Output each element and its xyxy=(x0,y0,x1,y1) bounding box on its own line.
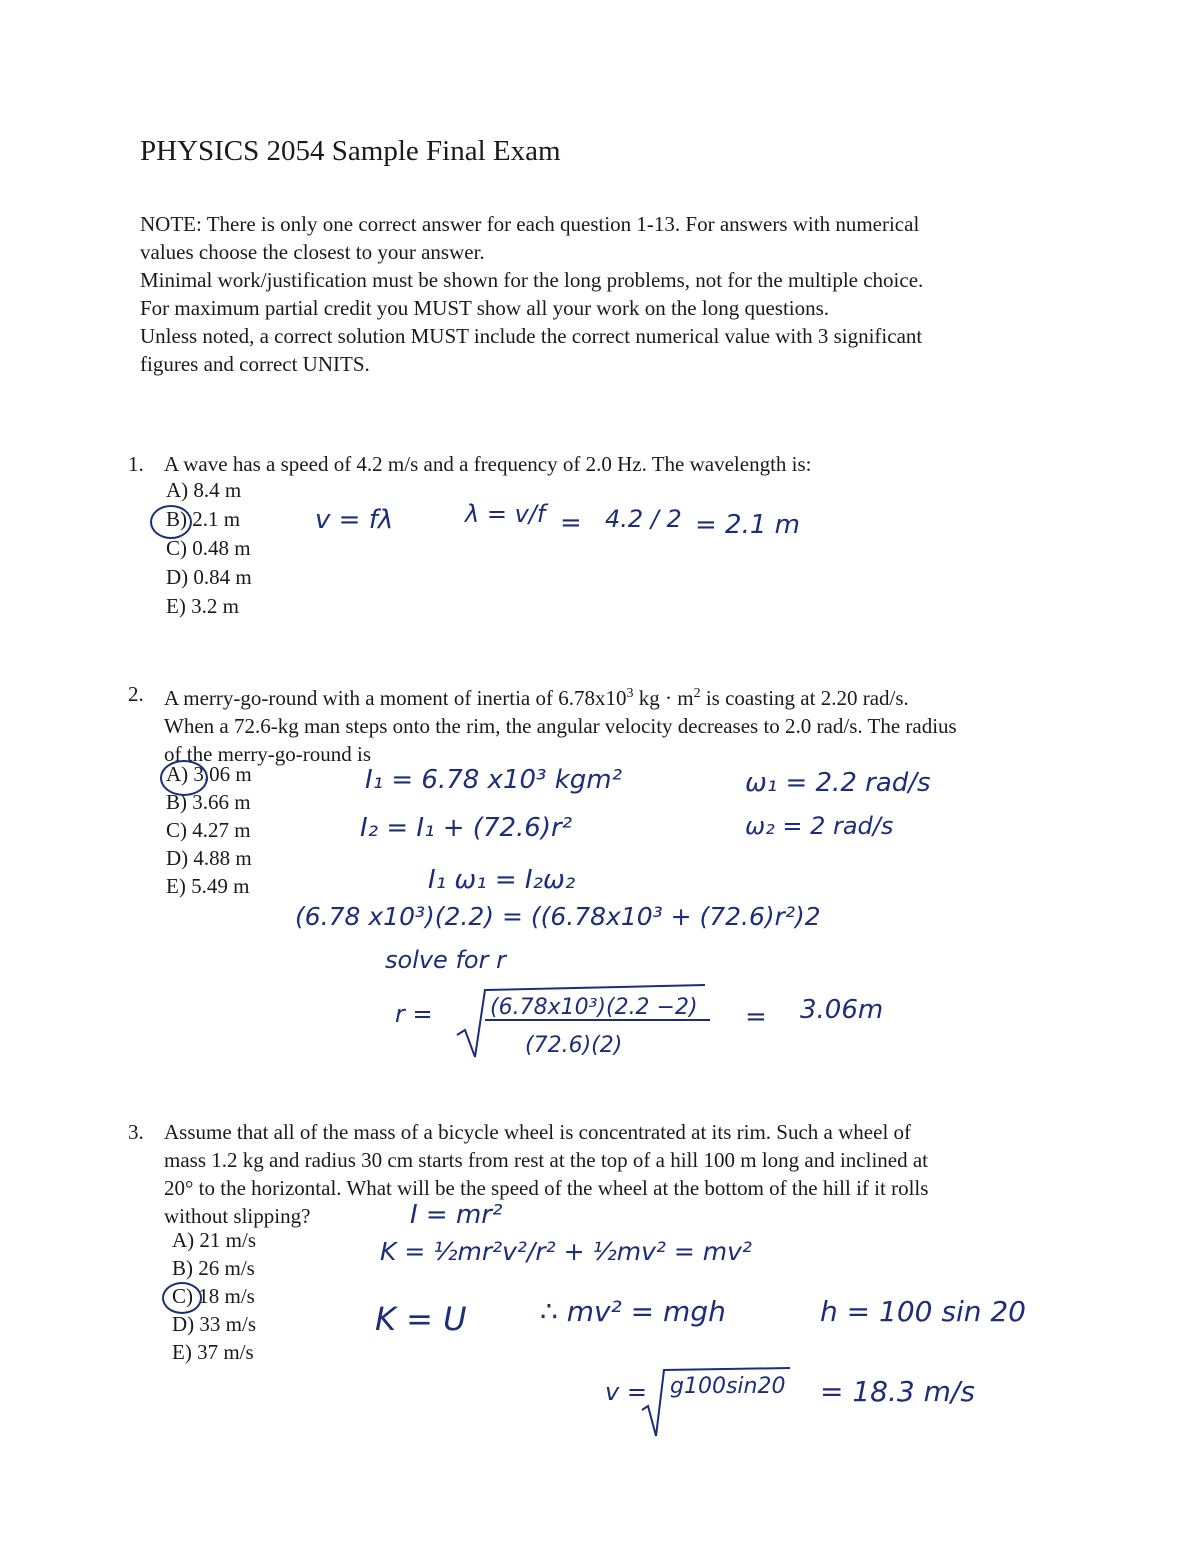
note-line: NOTE: There is only one correct answer for each question 1-13. For answers with numerical xyxy=(140,212,920,236)
handwritten-work: = 2.1 m xyxy=(695,510,800,540)
handwritten-work: h = 100 sin 20 xyxy=(820,1295,1026,1328)
option-d: D) 4.88 m xyxy=(166,846,252,870)
option-e: E) 37 m/s xyxy=(172,1340,254,1364)
option-c: C) 4.27 m xyxy=(166,818,251,842)
handwritten-work: I₁ ω₁ = I₂ω₂ xyxy=(428,865,576,895)
instructions-note xyxy=(140,210,1040,378)
note-line: Minimal work/justification must be shown for the long problems, not for the multiple choice. xyxy=(140,268,924,292)
handwritten-work: solve for r xyxy=(385,946,506,974)
option-c: C) 0.48 m xyxy=(166,536,251,560)
option-d: D) 33 m/s xyxy=(172,1312,256,1336)
handwritten-work: ω₂ = 2 rad/s xyxy=(745,812,894,840)
handwritten-work: K = ½mr²v²/r² + ½mv² = mv² xyxy=(380,1237,752,1266)
question-number: 2. xyxy=(128,682,144,706)
question-text-line: without slipping? xyxy=(164,1204,311,1228)
handwritten-work: (6.78x10³)(2.2 −2) xyxy=(490,995,698,1020)
handwritten-work: r = xyxy=(395,1000,433,1028)
handwritten-work: I₂ = I₁ + (72.6)r² xyxy=(360,813,573,843)
question-number: 3. xyxy=(128,1120,144,1144)
handwritten-work: = xyxy=(560,508,582,538)
question-text-line: 20° to the horizontal. What will be the speed of the wheel at the bottom of the hill if it rolls xyxy=(164,1176,929,1200)
handwritten-work: v = xyxy=(605,1378,647,1406)
handwritten-work: (72.6)(2) xyxy=(525,1033,623,1058)
square-root-sign xyxy=(640,1360,800,1440)
option-e: E) 5.49 m xyxy=(166,874,250,898)
option-a: A) 21 m/s xyxy=(172,1228,256,1252)
handwritten-work: 4.2 / 2 xyxy=(605,505,682,533)
question-text-line: of the merry-go-round is xyxy=(164,742,372,766)
option-b: B) 26 m/s xyxy=(172,1256,255,1280)
note-line: For maximum partial credit you MUST show all your work on the long questions. xyxy=(140,296,830,320)
note-line: values choose the closest to your answer. xyxy=(140,240,485,264)
handwritten-work: I₁ = 6.78 x10³ kgm² xyxy=(365,765,623,795)
question-text xyxy=(164,1118,1064,1230)
question-text-line: mass 1.2 kg and radius 30 cm starts from rest at the top of a hill 100 m long and inclined at xyxy=(164,1148,929,1172)
note-line: figures and correct UNITS. xyxy=(140,352,370,376)
handwritten-work: = xyxy=(745,1002,767,1032)
answer-circle-b xyxy=(150,505,192,539)
option-e: E) 3.2 m xyxy=(166,594,239,618)
answer-circle-c xyxy=(162,1282,202,1314)
question-text xyxy=(164,680,1064,768)
question-text-line: Assume that all of the mass of a bicycle wheel is concentrated at its rim. Such a wheel of xyxy=(164,1120,912,1144)
option-a: A) 8.4 m xyxy=(166,478,242,502)
question-text-line: When a 72.6-kg man steps onto the rim, the angular velocity decreases to 2.0 rad/s. The radius xyxy=(164,714,957,738)
handwritten-work: 3.06m xyxy=(800,995,884,1025)
handwritten-work: ∴ mv² = mgh xyxy=(540,1295,726,1328)
handwritten-work: I = mr² xyxy=(410,1200,503,1230)
option-c: C) 18 m/s xyxy=(172,1284,255,1308)
handwritten-work: λ = v/f xyxy=(465,500,546,528)
handwritten-work: (6.78 x10³)(2.2) = ((6.78x10³ + (72.6)r²)2 xyxy=(295,902,821,931)
handwritten-work: g100sin20 xyxy=(670,1374,786,1399)
answer-circle-a xyxy=(160,760,208,796)
question-number: 1. xyxy=(128,452,144,476)
question-text-line: A merry-go-round with a moment of inertia of $6.78x10^3$ kg · $m^2$ is coasting at 2.20 rad/s. xyxy=(164,686,909,710)
handwritten-work: v = fλ xyxy=(315,505,394,535)
option-b: B) 2.1 m xyxy=(166,507,241,531)
handwritten-work: K = U xyxy=(375,1300,467,1338)
note-line: Unless noted, a correct solution MUST include the correct numerical value with 3 significant xyxy=(140,324,923,348)
question-text xyxy=(164,450,1064,478)
option-a: A) 3.06 m xyxy=(166,762,252,786)
page-title: PHYSICS 2054 Sample Final Exam xyxy=(140,135,561,167)
question-text-line: A wave has a speed of 4.2 m/s and a frequency of 2.0 Hz. The wavelength is: xyxy=(164,452,812,476)
handwritten-work: = 18.3 m/s xyxy=(820,1375,975,1408)
square-root-sign xyxy=(455,975,720,1060)
option-b: B) 3.66 m xyxy=(166,790,251,814)
option-d: D) 0.84 m xyxy=(166,565,252,589)
handwritten-work: ω₁ = 2.2 rad/s xyxy=(745,768,931,798)
